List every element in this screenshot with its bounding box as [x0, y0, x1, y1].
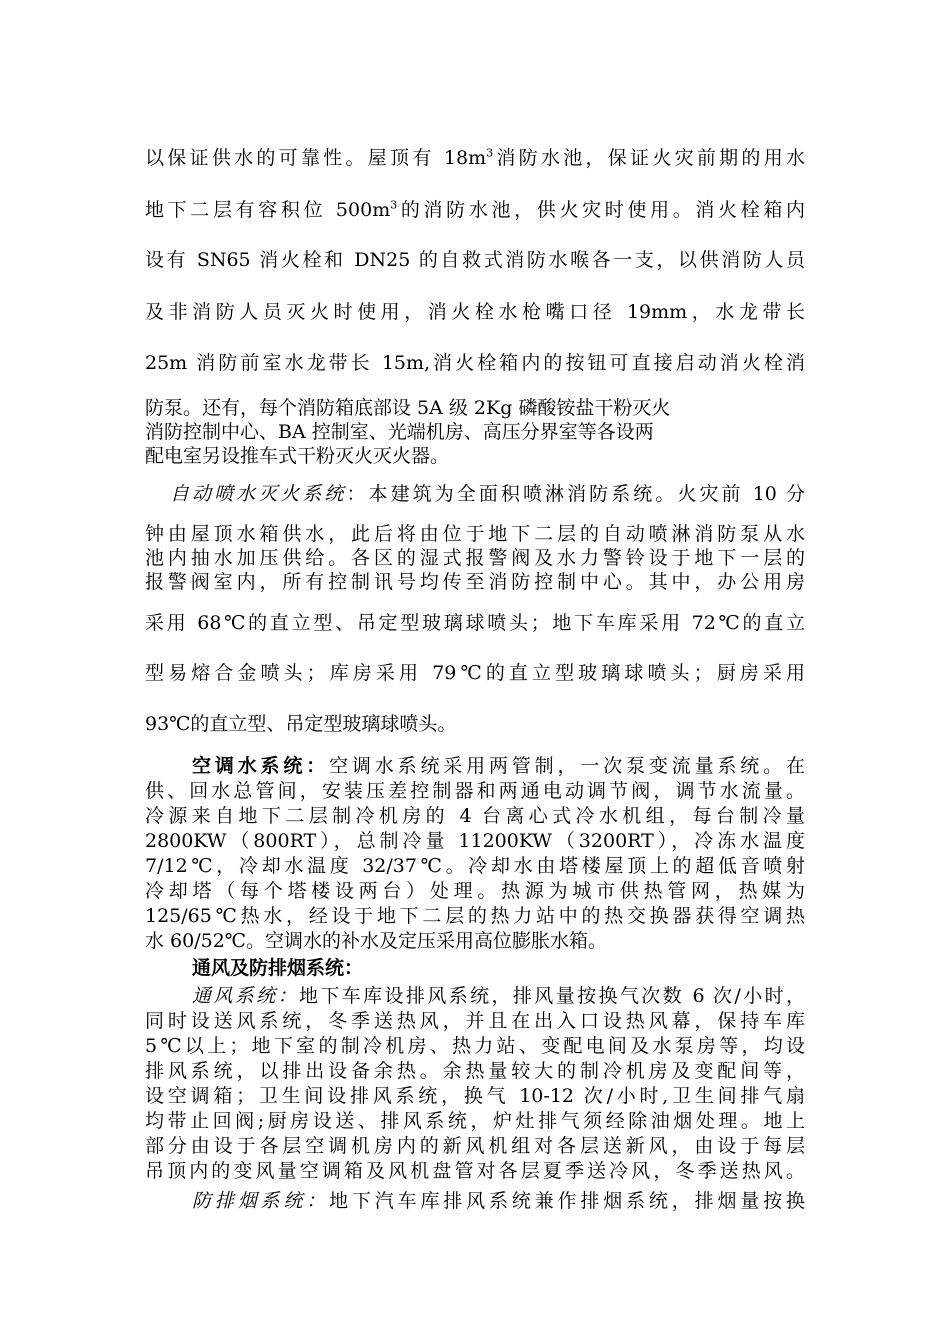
sprinkler-line-4: 报警阀室内，所有控制讯号均传至消防控制中心。其中，办公用房	[145, 571, 805, 593]
fire-water-line-8: 配电室另设推车式干粉灭火灭火器。	[145, 445, 450, 467]
fire-water-line-6: 防泵。还有，每个消防箱底部设 5A 级 2Kg 磷酸铵盐干粉灭火	[145, 397, 671, 419]
ventilation-sub-heading: 通风系统：	[192, 985, 299, 1007]
fire-water-line-4: 及非消防人员灭火时使用，消火栓水枪嘴口径 19mm，水龙带长	[145, 301, 805, 323]
ventilation-line-8: 吊顶内的变风量空调箱及风机盘管对各层夏季送冷风，冬季送热风。	[145, 1160, 805, 1182]
ventilation-line-7: 部分由设于各层空调机房内的新风机组对各层送新风，由设于每层	[145, 1135, 805, 1157]
ventilation-paragraph-start: 通风系统：地下车库设排风系统，排风量按换气次数 6 次/小时，	[192, 985, 805, 1007]
sprinkler-line-2: 钟由屋顶水箱供水，此后将由位于地下二层的自动喷淋消防泵从水	[145, 523, 805, 545]
sprinkler-line-7: 93℃的直立型、吊定型玻璃球喷头。	[145, 713, 457, 735]
sprinkler-paragraph-start: 自动喷水灭火系统：本建筑为全面积喷淋消防系统。火灾前 10 分	[170, 483, 805, 505]
fire-water-line-2: 地下二层有容积位 $500m^3$的消防水池，供火灾时使用。消火栓箱内	[145, 198, 805, 221]
fire-water-line-3: 设有 SN65 消火栓和 DN25 的自救式消防水喉各一支，以供消防人员	[145, 249, 805, 271]
ac-water-line-8: 水 60/52℃。空调水的补水及定压采用高位膨胀水箱。	[145, 930, 608, 952]
ventilation-line-5: 设空调箱；卫生间设排风系统，换气 10-12 次/小时,卫生间排气扇	[145, 1085, 805, 1107]
ac-water-line-6: 冷却塔（每个塔楼设两台）处理。热源为城市供热管网，热媒为	[145, 880, 805, 902]
sprinkler-line-5: 采用 68℃的直立型、吊定型玻璃球喷头；地下车库采用 72℃的直立	[145, 612, 805, 634]
ac-water-paragraph-start: 空调水系统：空调水系统采用两管制，一次泵变流量系统。在	[192, 755, 805, 777]
ventilation-heading: 通风及防排烟系统：	[192, 957, 364, 979]
sprinkler-heading: 自动喷水灭火系统	[170, 483, 347, 505]
ventilation-line-6: 均带止回阀;厨房设送、排风系统，炉灶排气须经除油烟处理。地上	[145, 1110, 805, 1132]
fire-water-line-1: 以保证供水的可靠性。屋顶有 $18m^3$消防水池，保证火灾前期的用水	[145, 146, 805, 169]
ventilation-line-2: 同时设送风系统，冬季送热风，并且在出入口设热风幕，保持车库	[145, 1010, 805, 1032]
smoke-paragraph-start: 防排烟系统：地下汽车库排风系统兼作排烟系统，排烟量按换	[192, 1190, 805, 1212]
ac-water-line-3: 冷源来自地下二层制冷机房的 4 台离心式冷水机组，每台制冷量	[145, 805, 805, 827]
ac-water-line-7: 125/65℃热水，经设于地下二层的热力站中的热交换器获得空调热	[145, 905, 805, 927]
ac-water-heading: 空调水系统：	[192, 755, 330, 777]
ventilation-line-4: 排风系统，以排出设备余热。余热量较大的制冷机房及变配间等，	[145, 1060, 805, 1082]
fire-water-line-5: 25m 消防前室水龙带长 15m,消火栓箱内的按钮可直接启动消火栓消	[145, 352, 805, 374]
fire-water-line-7: 消防控制中心、BA 控制室、光端机房、高压分界室等各设两	[145, 421, 654, 443]
ac-water-line-5: 7/12℃，冷却水温度 32/37℃。冷却水由塔楼屋顶上的超低音喷射	[145, 855, 805, 877]
smoke-heading: 防排烟系统：	[192, 1190, 330, 1212]
sprinkler-line-3: 池内抽水加压供给。各区的湿式报警阀及水力警铃设于地下一层的	[145, 547, 805, 569]
ventilation-line-3: 5℃以上；地下室的制冷机房、热力站、变配电间及水泵房等，均设	[145, 1035, 805, 1057]
ac-water-line-2: 供、回水总管间，安装压差控制器和两通电动调节阀，调节水流量。	[145, 780, 805, 802]
ac-water-line-4: 2800KW（800RT），总制冷量 11200KW（3200RT），冷冻水温度	[145, 830, 805, 852]
sprinkler-line-6: 型易熔合金喷头；库房采用 79℃的直立型玻璃球喷头；厨房采用	[145, 662, 805, 684]
